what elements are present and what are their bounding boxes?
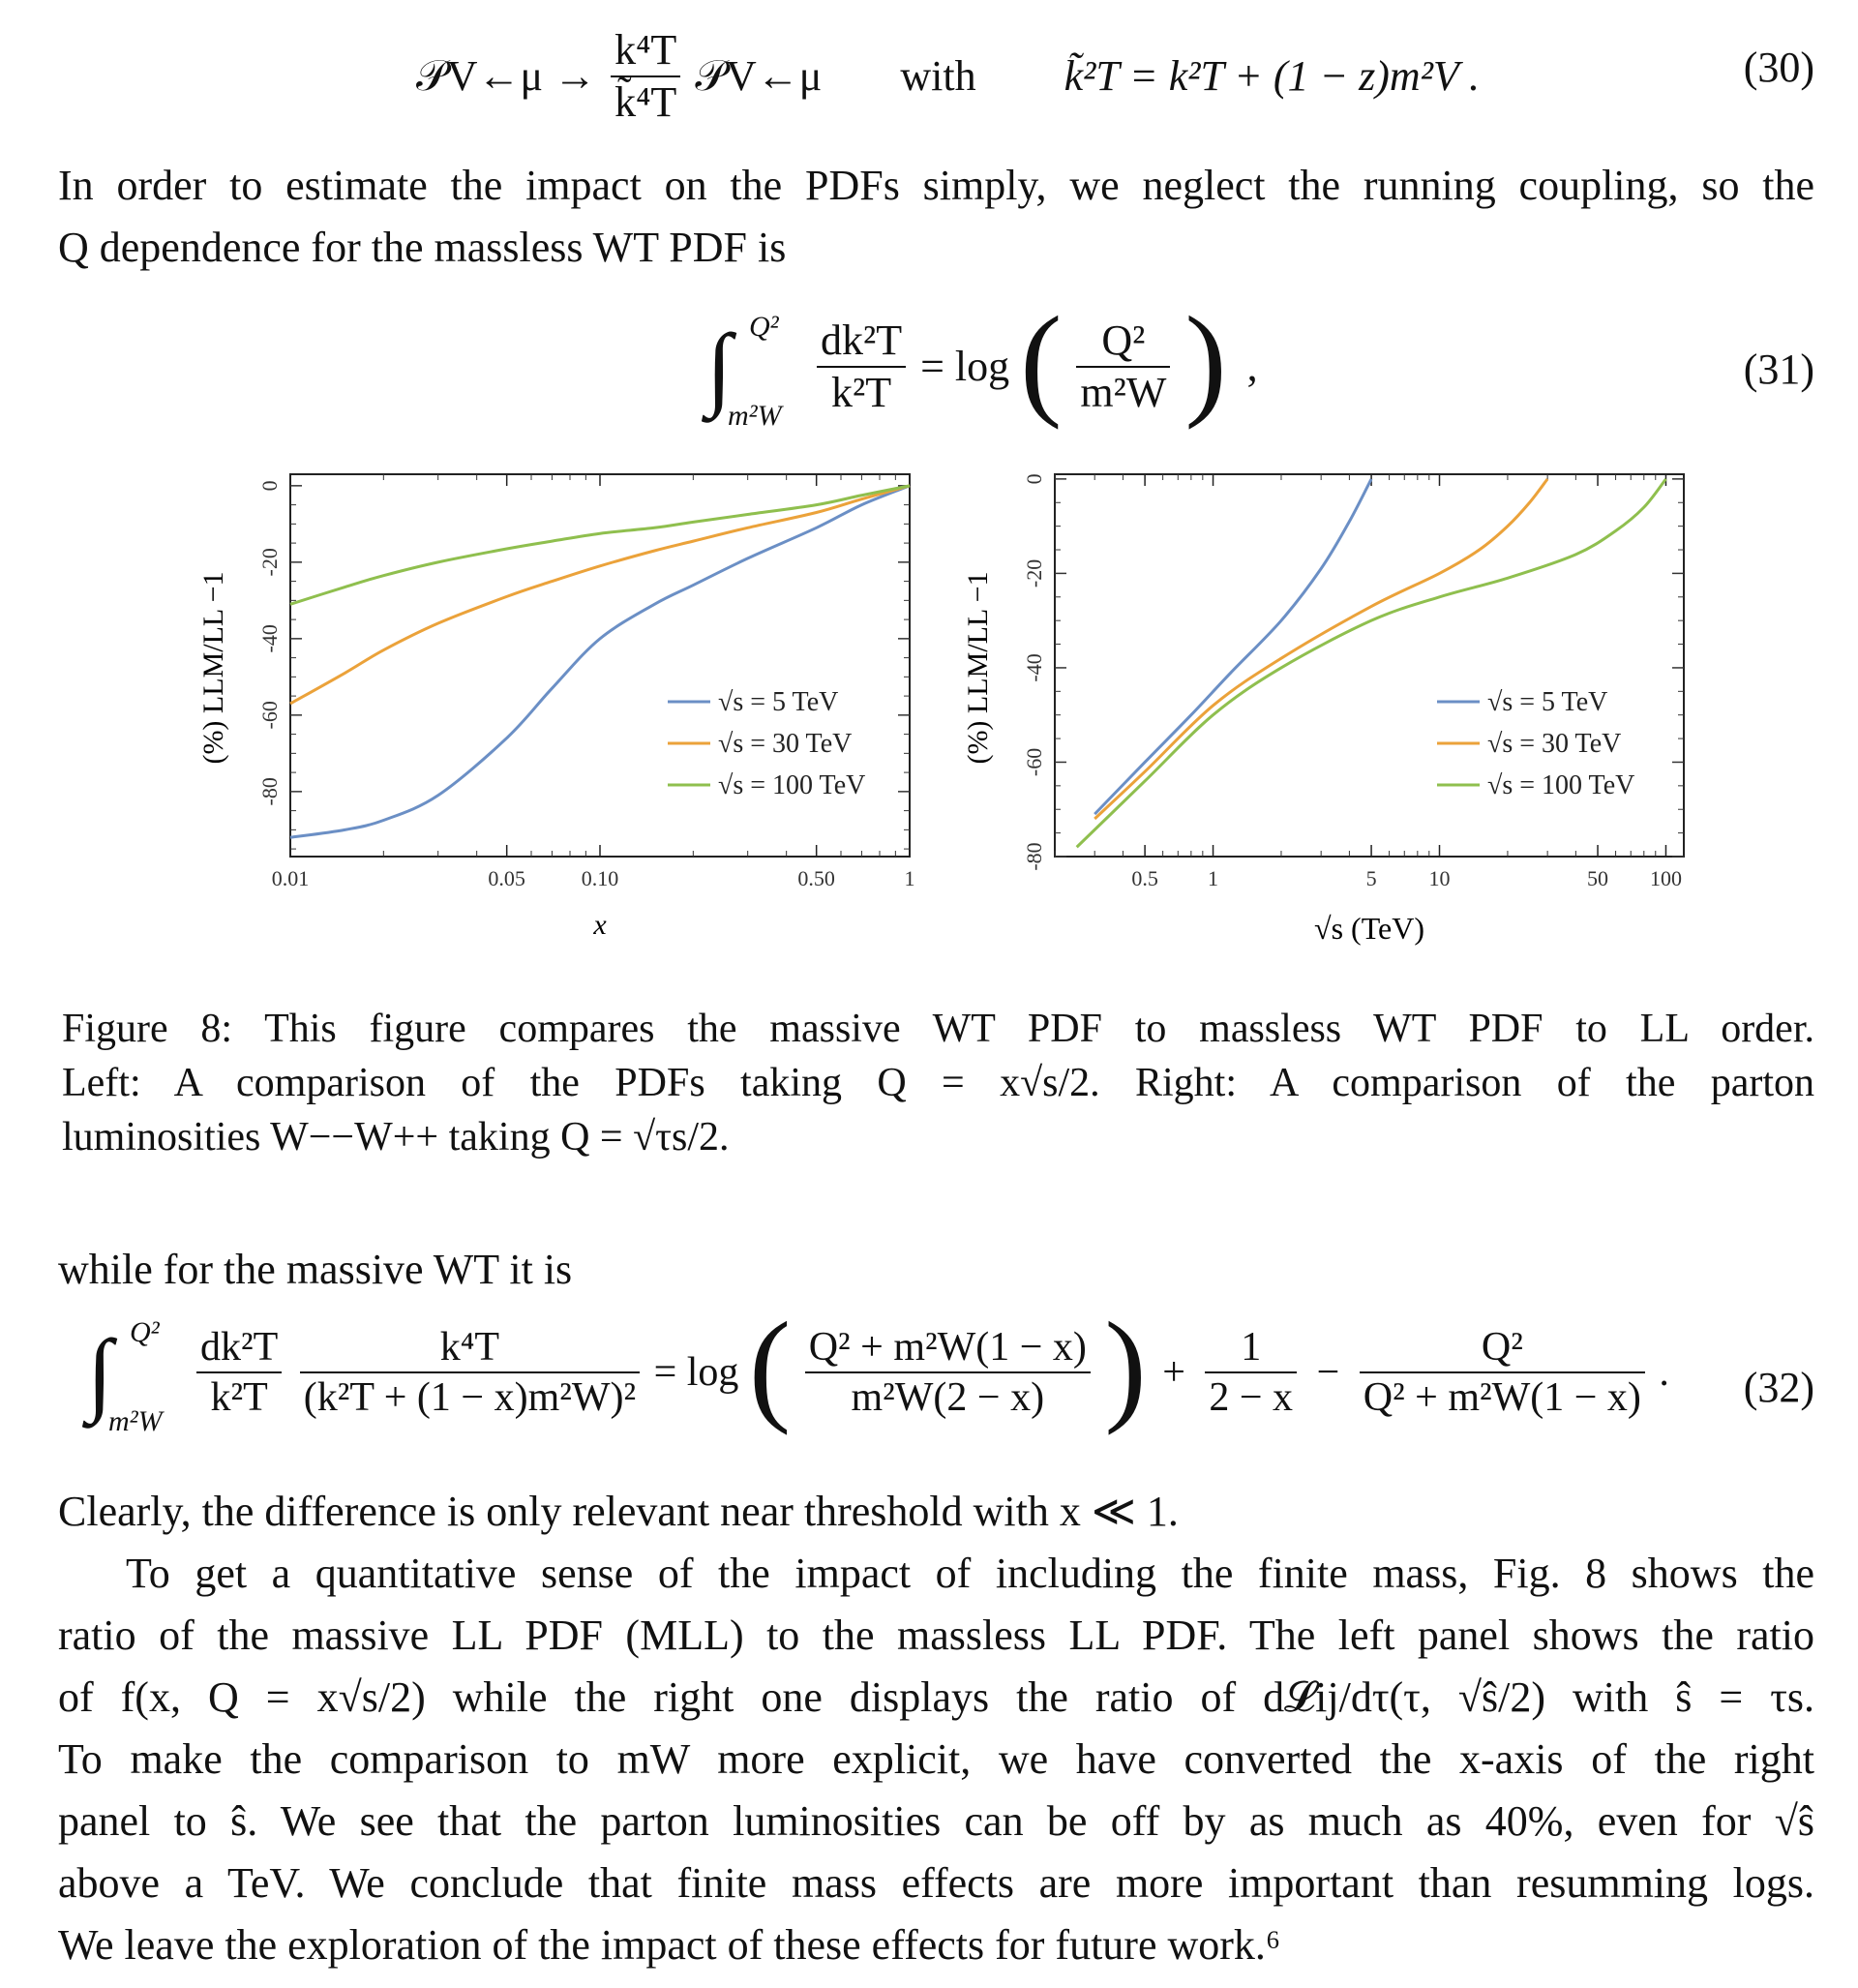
y-tick-label: 0: [257, 480, 282, 492]
integral-sign: ∫ Q² m²W: [706, 311, 782, 432]
paragraph-intro: [58, 155, 1814, 279]
legend-label: √s = 100 TeV: [718, 770, 866, 800]
legend: [1437, 687, 1634, 800]
eq32-f3-num: Q² + m²W(1 − x): [805, 1327, 1091, 1373]
eq32-frac-2: [300, 1327, 640, 1418]
eq31-arg-den: m²W: [1080, 369, 1167, 416]
x-tick-label: 5: [1365, 866, 1377, 890]
x-tick-label: 0.10: [581, 866, 619, 890]
eq32-frac-3: [805, 1327, 1091, 1418]
eq30-lhs: 𝒫V←μ →: [416, 52, 608, 100]
integral-lower: m²W: [108, 1405, 163, 1437]
y-tick-label: -40: [1022, 653, 1046, 682]
paragraph-line: Q dependence for the massless WT PDF is: [58, 224, 787, 271]
x-tick-label: 1: [1208, 866, 1219, 890]
y-axis-label: (%) LLM/LL −1: [962, 571, 994, 765]
eq32-minus: −: [1316, 1350, 1340, 1395]
paragraph-line: while for the massive WT it is: [58, 1246, 573, 1293]
y-tick-label: -40: [257, 624, 282, 653]
eq31-arg-num: Q²: [1076, 319, 1170, 368]
y-tick-label: -80: [257, 777, 282, 806]
paragraph-line: above a TeV. We conclude that finite mass effects are more important than resumming logs.: [58, 1859, 1814, 1907]
eq30-rhs: k̃²T = k²T + (1 − z)m²V .: [1064, 52, 1480, 100]
equation-32-body: [87, 1297, 1669, 1437]
eq31-frac-den: k²T: [831, 369, 892, 416]
x-tick-label: 50: [1587, 866, 1609, 890]
open-paren: (: [1020, 291, 1063, 431]
series-line: [290, 486, 910, 704]
equation-32: [58, 1297, 1814, 1461]
legend: [668, 687, 865, 800]
eq32-f1-den: k²T: [210, 1375, 268, 1420]
y-axis-label: (%) LLM/LL −1: [197, 571, 229, 765]
eq30-after-frac: 𝒫V←μ: [695, 52, 823, 100]
equation-30-body: [416, 26, 1480, 126]
eq32-frac-1: [196, 1327, 282, 1418]
eq32-tail: .: [1659, 1350, 1669, 1395]
eq30-frac-den: k̃⁴T: [614, 78, 677, 126]
eq32-log: = log: [653, 1350, 739, 1395]
paragraph-line: We leave the exploration of the impact of these effects for future work.⁶: [58, 1921, 1281, 1969]
eq32-f5-num: Q²: [1360, 1327, 1645, 1373]
paragraph-line: panel to ŝ. We see that the parton luminosities can be off by as much as 40%, even for √ŝ: [58, 1797, 1814, 1845]
paragraph-threshold: [58, 1481, 1814, 1543]
integral-sign: ∫ Q² m²W: [87, 1316, 163, 1437]
eq30-frac-num: k⁴T: [611, 29, 680, 77]
y-tick-label: -20: [257, 548, 282, 577]
x-tick-label: 0.05: [488, 866, 525, 890]
eq32-f5-den: Q² + m²W(1 − x): [1363, 1375, 1641, 1420]
paragraph-line: ratio of the massive LL PDF (MLL) to the massless LL PDF. The left panel shows the ratio: [58, 1611, 1814, 1659]
paragraph-line: Clearly, the difference is only relevant near threshold with x ≪ 1.: [58, 1488, 1179, 1535]
integral-lower: m²W: [728, 400, 782, 432]
open-paren: (: [748, 1297, 792, 1436]
equation-30-number: (30): [1743, 44, 1814, 91]
paragraph-line: In order to estimate the impact on the PDFs simply, we neglect the running coupling, so the: [58, 162, 1814, 209]
paragraph-line: To get a quantitative sense of the impact of including the finite mass, Fig. 8 shows the: [126, 1550, 1814, 1597]
integral-upper: Q²: [130, 1316, 160, 1348]
legend-label: √s = 30 TeV: [718, 729, 853, 759]
legend-label: √s = 5 TeV: [1487, 687, 1608, 717]
eq30-with: with: [900, 52, 976, 100]
equation-31: [58, 291, 1814, 445]
caption-line: luminosities W−−W++ taking Q = √τs/2.: [62, 1115, 730, 1160]
eq31-fraction: [817, 316, 906, 416]
paragraph-line: To make the comparison to mW more explicit, we have converted the x-axis of the right: [58, 1735, 1814, 1783]
eq30-fraction: [611, 26, 680, 126]
equation-30: [58, 10, 1814, 126]
x-tick-label: 0.5: [1131, 866, 1158, 890]
paragraph-massive: [58, 1239, 1814, 1301]
eq32-f3-den: m²W(2 − x): [851, 1375, 1045, 1420]
series-line: [1094, 479, 1547, 819]
x-tick-label: 0.50: [797, 866, 835, 890]
eq31-log: = log: [920, 343, 1010, 390]
x-tick-label: 1: [904, 866, 915, 890]
equation-31-body: [706, 291, 1258, 432]
legend-label: √s = 5 TeV: [718, 687, 839, 717]
eq31-arg-fraction: [1076, 316, 1170, 416]
y-tick-label: -60: [1022, 747, 1046, 777]
x-tick-label: 100: [1649, 866, 1682, 890]
integral-upper: Q²: [749, 311, 779, 343]
paragraph-line: of f(x, Q = x√s/2) while the right one displays the ratio of d𝓛ij/dτ(τ, √ŝ/2) with ŝ = τs.: [58, 1673, 1814, 1721]
figure-caption: [62, 1002, 1814, 1164]
x-tick-label: 10: [1428, 866, 1451, 890]
x-axis-label: x: [593, 909, 607, 941]
eq32-f1-num: dk²T: [196, 1327, 282, 1373]
equation-32-number: (32): [1743, 1364, 1814, 1411]
equation-31-number: (31): [1743, 346, 1814, 393]
y-tick-label: 0: [1022, 473, 1046, 485]
eq32-f4-num: 1: [1205, 1327, 1297, 1373]
close-paren: ): [1104, 1297, 1147, 1436]
eq31-frac-num: dk²T: [817, 319, 906, 368]
legend-label: √s = 100 TeV: [1487, 770, 1635, 800]
chart-left-pdf-ratio: [184, 455, 939, 958]
eq32-f4-den: 2 − x: [1209, 1375, 1294, 1420]
x-axis-label: √s (TeV): [1314, 911, 1424, 946]
legend-label: √s = 30 TeV: [1487, 729, 1622, 759]
caption-line: Figure 8: This figure compares the massive WT PDF to massless WT PDF to LL order.: [62, 1007, 1814, 1051]
chart-right-luminosity-ratio: [953, 455, 1727, 958]
y-tick-label: -60: [257, 701, 282, 730]
eq32-f2-num: k⁴T: [300, 1327, 640, 1373]
eq32-frac-5: [1360, 1327, 1645, 1418]
eq31-tail: ,: [1246, 343, 1258, 390]
eq32-frac-4: [1205, 1327, 1297, 1418]
paragraph-discussion: [58, 1543, 1814, 1976]
series-line: [1094, 479, 1371, 814]
close-paren: ): [1184, 291, 1227, 431]
series-line: [290, 486, 910, 604]
y-tick-label: -20: [1022, 558, 1046, 588]
caption-line: Left: A comparison of the PDFs taking Q = x√s/2. Right: A comparison of the parton: [62, 1061, 1814, 1105]
eq32-f2-den: (k²T + (1 − x)m²W)²: [303, 1375, 637, 1420]
y-tick-label: -80: [1022, 842, 1046, 871]
x-tick-label: 0.01: [271, 866, 310, 890]
eq32-plus: +: [1162, 1350, 1185, 1395]
